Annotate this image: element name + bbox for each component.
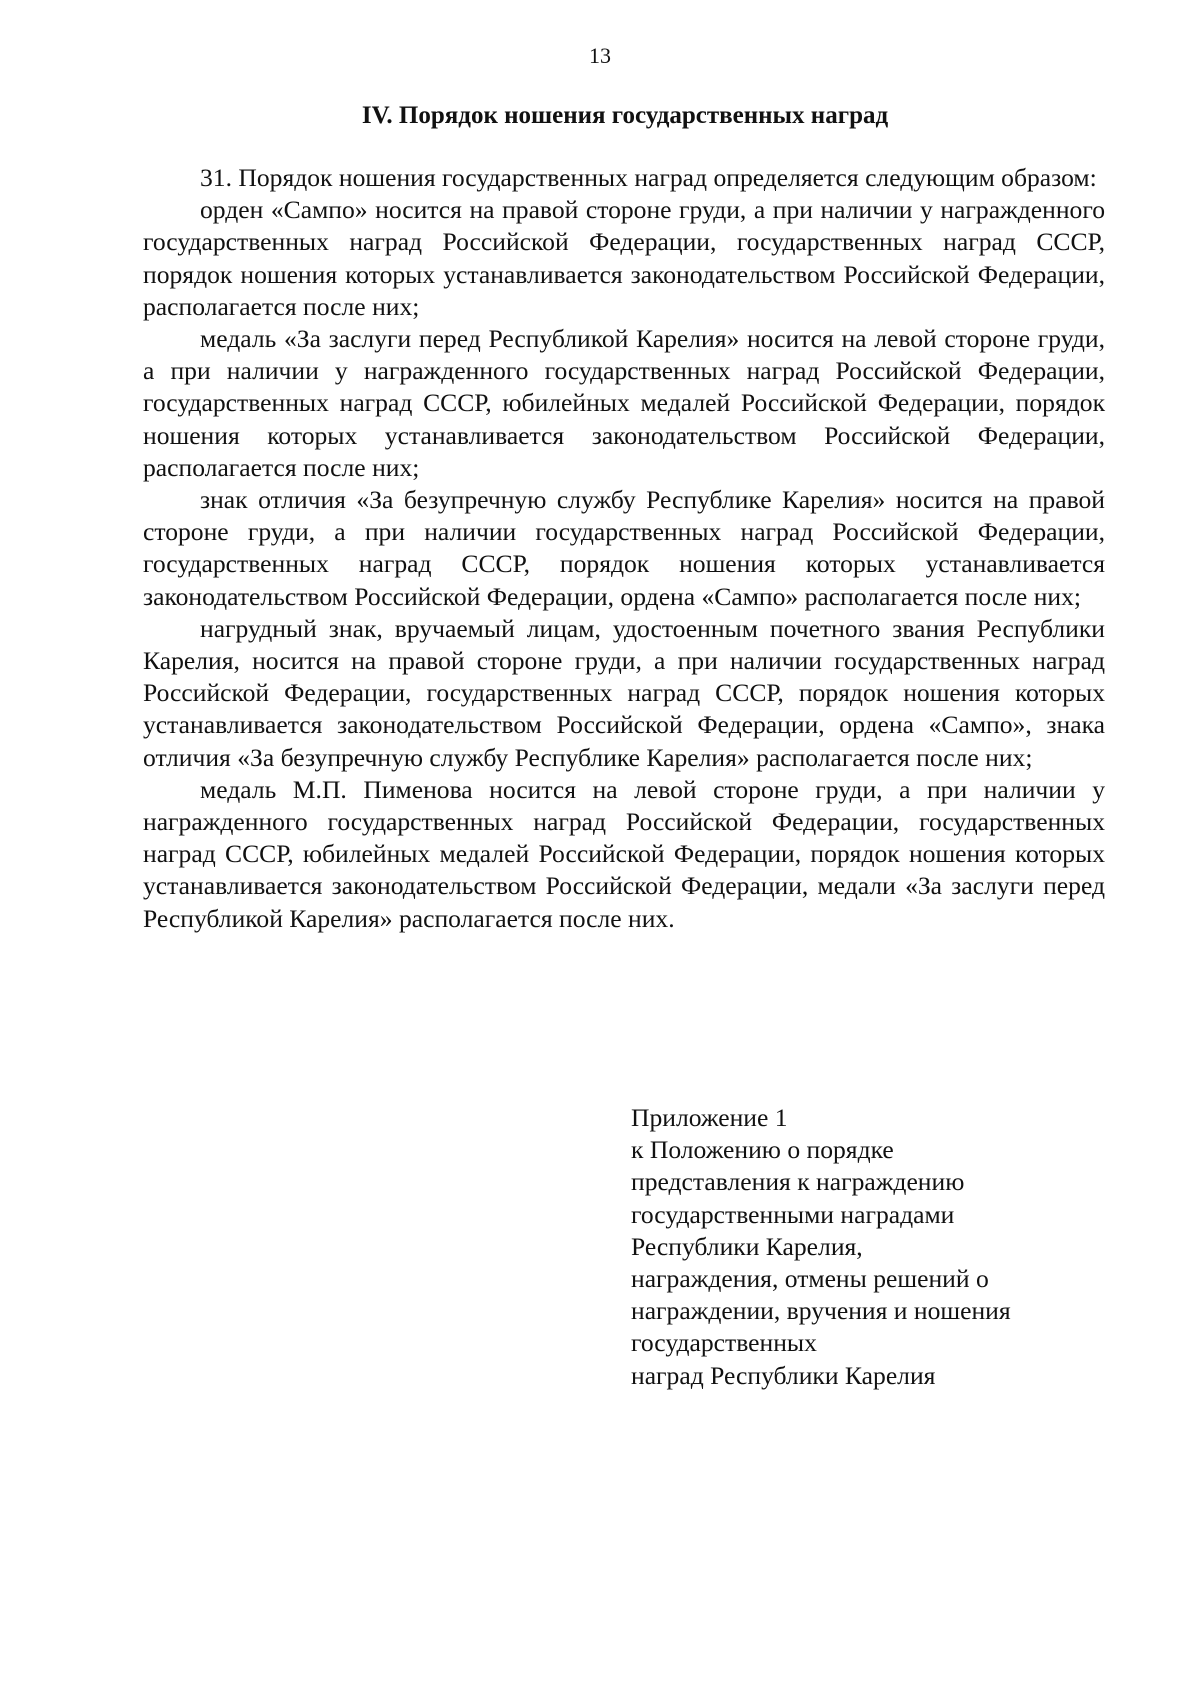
paragraph-medal-pimenov: медаль М.П. Пименова носится на левой стороне груди, а при наличии у награжденного государственных наград Российской Федерации, государственных наград СССР, юбилейных медалей Российской Федерации, порядок ношения которых устанавливается законодательством Российской Федерации, медали «За заслуги перед Республикой Карелия» располагается после них. <box>143 774 1105 933</box>
section-heading: IV. Порядок ношения государственных наград <box>361 102 889 129</box>
appendix-line: Приложение 1 <box>631 1103 788 1132</box>
paragraph-badge-impeccable-service: знак отличия «За безупречную службу Республике Карелия» носится на правой стороне груди, а при наличии государственных наград Российской Федерации, государственных наград СССР, порядок ношения которых устанавливается законодательством Российской Федерации, ордена «Сампо» располагается после них; <box>143 485 1105 611</box>
appendix-line: государственными наградами <box>631 1199 955 1229</box>
appendix-line: награждения, отмены решений о <box>631 1264 989 1294</box>
paragraph-medal-merit-karelia: медаль «За заслуги перед Республикой Карелия» носится на левой стороне груди, а при наличии у награжденного государственных наград Российской Федерации, государственных наград СССР, юбилейных медалей Российской Федерации, порядок ношения которых устанавливается законодательством Российской Федерации, располагается после них; <box>143 324 1105 482</box>
document-body <box>143 162 1105 935</box>
page-number: 13 <box>589 43 611 68</box>
appendix-line: представления к награждению <box>631 1167 965 1197</box>
appendix-caption <box>631 1102 1111 1392</box>
appendix-line: государственных <box>631 1328 817 1358</box>
appendix-line: Республики Карелия, <box>631 1231 863 1261</box>
paragraph-honorary-title-badge: нагрудный знак, вручаемый лицам, удостоенным почетного звания Республики Карелия, носится на правой стороне груди, а при наличии государственных наград Российской Федерации, государственных наград СССР, порядок ношения которых устанавливается законодательством Российской Федерации, ордена «Сампо», знака отличия «За безупречную службу Республике Карелия» располагается после них; <box>143 613 1105 772</box>
appendix-line: награждении, вручения и ношения <box>631 1296 1011 1326</box>
paragraph-31-intro: 31. Порядок ношения государственных наград определяется следующим образом: <box>200 163 1097 192</box>
paragraph-order-sampo: орден «Сампо» носится на правой стороне груди, а при наличии у награжденного государственных наград Российской Федерации, государственных наград СССР, порядок ношения которых устанавливается законодательством Российской Федерации, располагается после них; <box>143 195 1105 321</box>
appendix-line: к Положению о порядке <box>631 1135 894 1165</box>
appendix-line: наград Республики Карелия <box>631 1360 936 1390</box>
